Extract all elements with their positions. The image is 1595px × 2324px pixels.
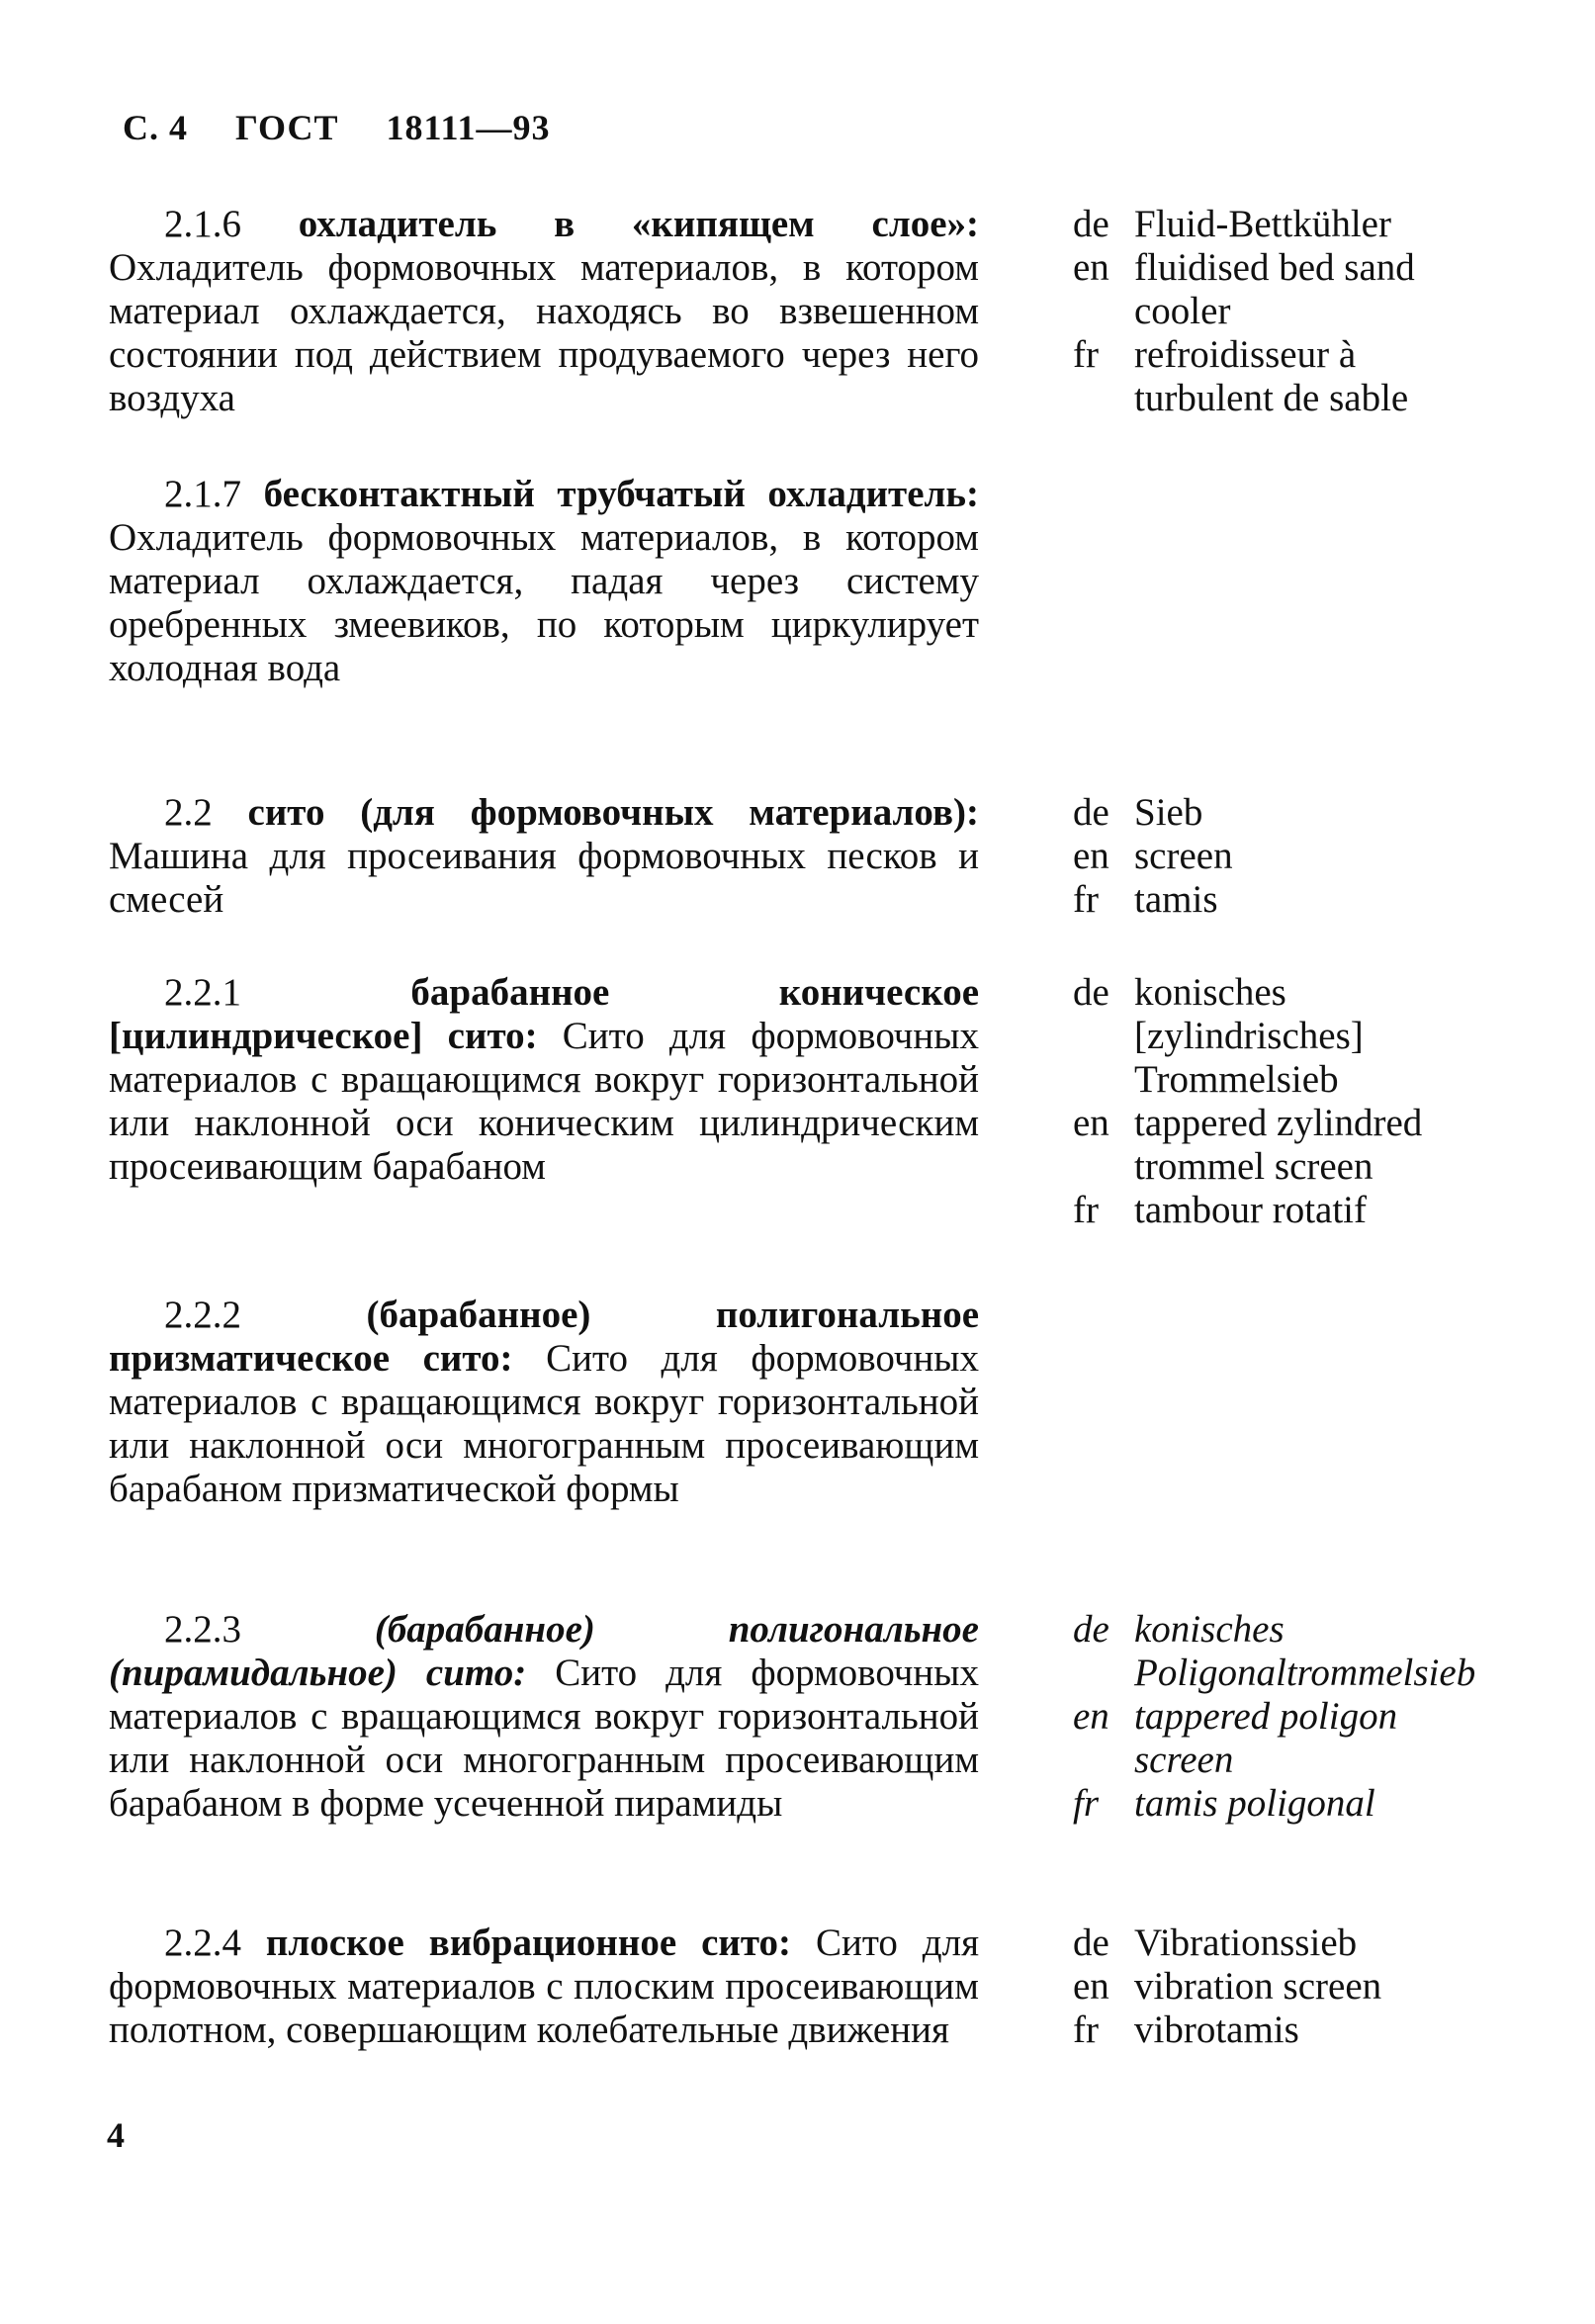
entry-term: (барабанное) полигональное призматическое сито:: [109, 1294, 979, 1380]
entry-term: сито (для формовочных материалов):: [247, 791, 979, 834]
entry-number: 2.2.1: [164, 971, 241, 1014]
term-en: tappered poligon screen: [1134, 1695, 1398, 1781]
term-fr: tamis poligonal: [1134, 1782, 1375, 1825]
entry-number: 2.1.6: [164, 203, 241, 245]
term-fr: tambour rotatif: [1134, 1189, 1368, 1231]
entry-definition: Сито для формовочных материалов с вращающимся вокруг горизонтальной или наклонной оси многогранным просеивающим барабаном в форме усеченной пирамиды: [109, 1652, 979, 1825]
entry-russian-text: [109, 203, 979, 420]
entry-term: бесконтактный трубчатый охладитель:: [263, 473, 980, 515]
entry-definition: Сито для формовочных материалов с вращающимся вокруг горизонтальной или наклонной оси многогранным просеивающим барабаном призматической формы: [109, 1337, 980, 1510]
term-en: screen: [1134, 835, 1233, 877]
term-fr: vibrotamis: [1134, 2009, 1299, 2051]
term-de: Fluid-Bettkühler: [1134, 203, 1391, 245]
standard-name: ГОСТ: [235, 108, 339, 147]
entry-equivalents: de konisches [zylindrisches] Trommelsieb en tappered zylindred trommel screen fr tambour rotatif: [1073, 971, 1488, 1232]
term-de: Vibrationssieb: [1134, 1922, 1358, 1964]
term-en: tappered zylindred trommel screen: [1134, 1102, 1423, 1188]
entry-number: 2.2.4: [164, 1922, 241, 1964]
entry-term: плоское вибрационное сито:: [265, 1922, 792, 1964]
running-header: [123, 107, 588, 148]
entry-russian-text: [109, 1294, 979, 1511]
entry-equivalents: de Fluid-Bettkühler en fluidised bed sand cooler fr refroidisseur à turbulent de sable: [1073, 203, 1488, 420]
term-de: Sieb: [1134, 791, 1203, 834]
entry-equivalents: de Sieb en screen fr tamis: [1073, 791, 1488, 922]
term-en: vibration screen: [1134, 1965, 1382, 2008]
term-de: konisches Poligonaltrommelsieb: [1134, 1608, 1476, 1694]
entry-definition: Машина для просеивания формовочных песков и смесей: [109, 835, 979, 921]
page-label: С. 4: [123, 108, 188, 147]
entry-term: барабанное коническое [цилиндрическое] сито:: [109, 971, 980, 1057]
entry-definition: Охладитель формовочных материалов, в котором материал охлаждается, падая через систему оребренных змеевиков, по которым циркулирует холодная вода: [109, 516, 979, 689]
page-number: 4: [107, 2115, 125, 2155]
entry-equivalents: de konisches Poligonaltrommelsieb en tappered poligon screen fr tamis poligonal: [1073, 1608, 1488, 1826]
entry-definition: Сито для формовочных материалов с плоским просеивающим полотном, совершающим колебательные движения: [109, 1922, 980, 2051]
entry-term: охладитель в «кипящем слое»:: [298, 203, 979, 245]
standard-number: 18111—93: [386, 108, 551, 147]
entry-russian-text: [109, 791, 979, 922]
term-fr: refroidisseur à turbulent de sable: [1134, 333, 1409, 419]
entry-equivalents: de Vibrationssieb en vibration screen fr vibrotamis: [1073, 1922, 1488, 2052]
entry-russian-text: [109, 971, 979, 1189]
entry-number: 2.2.3: [164, 1608, 241, 1651]
entry-number: 2.1.7: [164, 473, 241, 515]
term-fr: tamis: [1134, 878, 1218, 921]
term-de: konisches [zylindrisches] Trommelsieb: [1134, 971, 1364, 1101]
entry-number: 2.2: [164, 791, 213, 834]
entry-definition: Охладитель формовочных материалов, в котором материал охлаждается, находясь во взвешенном состоянии под действием продуваемого через него воздуха: [109, 246, 979, 419]
entry-term: (барабанное) полигональное (пирамидальное) сито:: [109, 1608, 979, 1694]
entry-russian-text: [109, 1922, 979, 2052]
entry-definition: Сито для формовочных материалов с вращающимся вокруг горизонтальной или наклонной оси коническим цилиндрическим просеивающим барабаном: [109, 1015, 979, 1188]
entry-number: 2.2.2: [164, 1294, 241, 1336]
entry-russian-text: [109, 1608, 979, 1826]
entry-russian-text: [109, 473, 979, 690]
term-en: fluidised bed sand cooler: [1134, 246, 1415, 332]
